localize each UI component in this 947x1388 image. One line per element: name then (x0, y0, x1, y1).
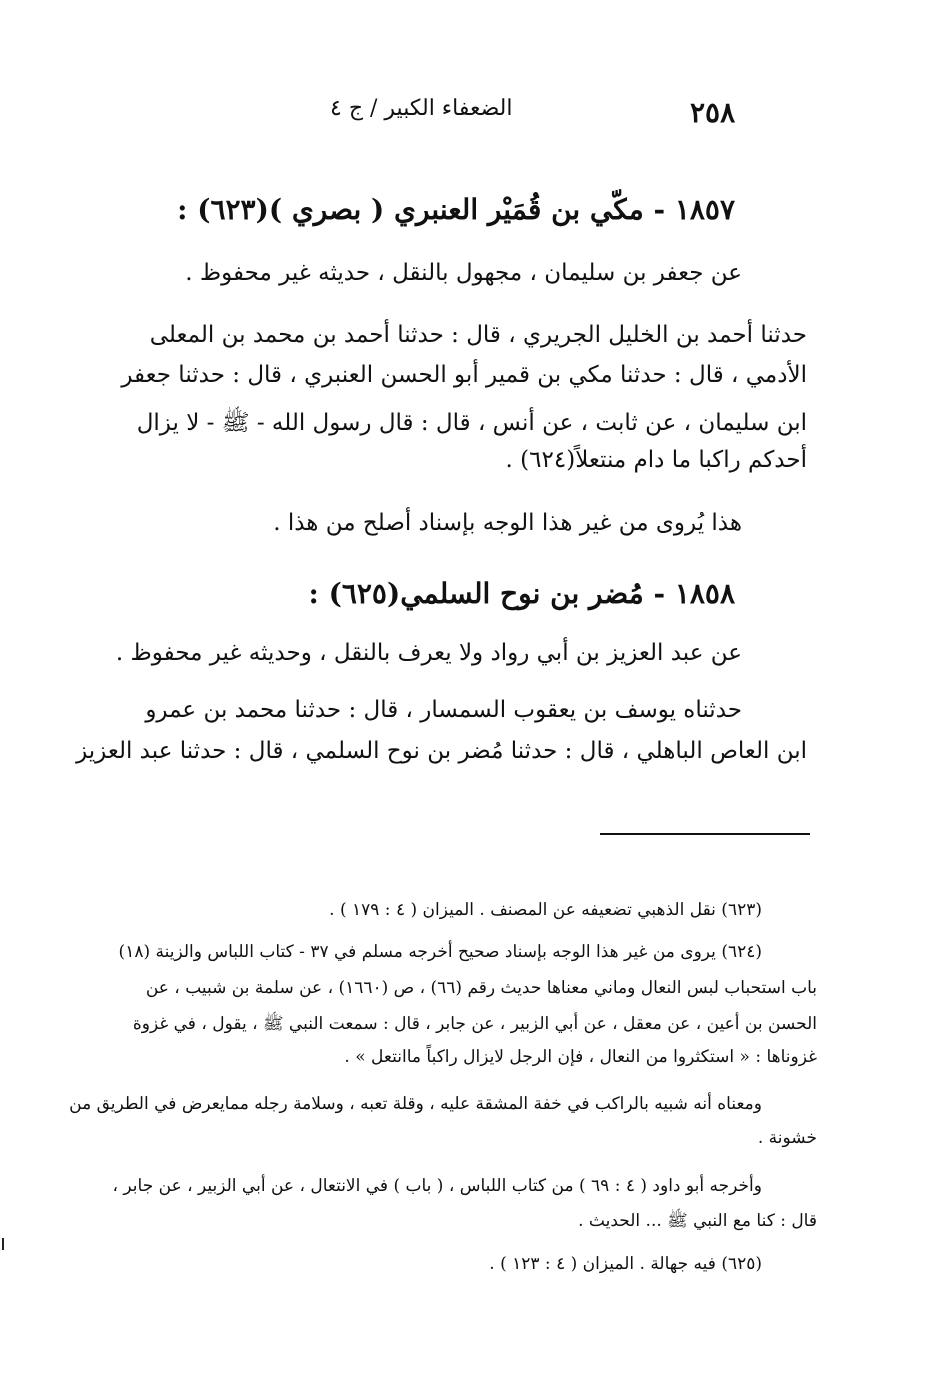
footnote-line: (٦٢٥) فيه جهالة . الميزان ( ٤ : ١٢٣ ) . (489, 1254, 762, 1274)
body-line: أحدكم راكبا ما دام منتعلاً(٦٢٤) . (505, 447, 807, 473)
footnote-line: (٦٢٣) نقل الذهبي تضعيفه عن المصنف . الميزان ( ٤ : ١٧٩ ) . (329, 900, 762, 920)
body-line: حدثناه يوسف بن يعقوب السمسار ، قال : حدثنا محمد بن عمرو (145, 697, 742, 723)
footnote-separator (600, 833, 810, 835)
footnote-line: باب استحباب لبس النعال وماني معناها حديث رقم (٦٦) ، ص (١٦٦٠) ، عن سلمة بن شبيب ، عن (145, 978, 817, 998)
body-line: عن جعفر بن سليمان ، مجهول بالنقل ، حديثه غير محفوظ . (185, 260, 742, 286)
body-line: حدثنا أحمد بن الخليل الجريري ، قال : حدثنا أحمد بن محمد بن المعلى (149, 322, 807, 348)
body-line: عن عبد العزيز بن أبي رواد ولا يعرف بالنقل ، وحديثه غير محفوظ . (115, 640, 742, 666)
footnote-line: قال : كنا مع النبي ﷺ ... الحديث . (578, 1211, 817, 1231)
footnote-line: ومعناه أنه شبيه بالراكب في خفة المشقة عليه ، وقلة تعبه ، وسلامة رجله ممايعرض في الطريق من (69, 1094, 762, 1114)
page-number: ٢٥٨ (690, 96, 736, 129)
scan-mark (2, 1238, 4, 1250)
body-line: هذا يُروى من غير هذا الوجه بإسناد أصلح من هذا . (273, 510, 742, 536)
footnote-line: غزوناها : « استكثروا من النعال ، فإن الرجل لايزال راكباً ماانتعل » . (344, 1047, 817, 1067)
running-title: الضعفاء الكبير / ج ٤ (330, 96, 513, 121)
entry-title: ١٨٥٨ - مُضر بن نوح السلمي(٦٢٥) : (308, 577, 735, 610)
body-line: الأدمي ، قال : حدثنا مكي بن قمير أبو الحسن العنبري ، قال : حدثنا جعفر (121, 362, 807, 388)
footnote-line: (٦٢٤) يروى من غير هذا الوجه بإسناد صحيح أخرجه مسلم في ٣٧ - كتاب اللباس والزينة (١٨) (118, 942, 762, 962)
footnote-line: الحسن بن أعين ، عن معقل ، عن أبي الزبير ، عن جابر ، قال : سمعت النبي ﷺ ، يقول ، في غزوة (132, 1014, 817, 1034)
footnote-line: خشونة . (757, 1128, 817, 1148)
entry-title: ١٨٥٧ - مكّي بن قُمَيْر العنبري ( بصري )(٦٢٣) : (177, 193, 735, 226)
body-line: ابن سليمان ، عن ثابت ، عن أنس ، قال : قال رسول الله - ﷺ - لا يزال (136, 410, 807, 436)
footnote-line: وأخرجه أبو داود ( ٤ : ٦٩ ) من كتاب اللباس ، ( باب ) في الانتعال ، عن أبي الزبير ، عن جابر ، (112, 1176, 762, 1196)
body-line: ابن العاص الباهلي ، قال : حدثنا مُضر بن نوح السلمي ، قال : حدثنا عبد العزيز (76, 738, 807, 764)
